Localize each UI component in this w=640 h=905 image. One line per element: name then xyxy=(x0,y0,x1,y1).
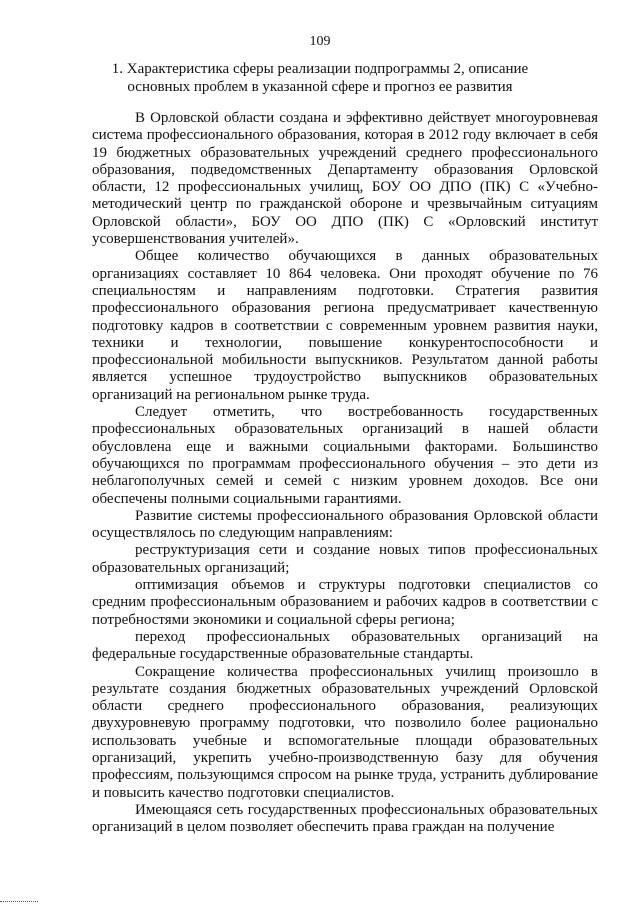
paragraph: Общее количество обучающихся в данных образовательных организациях составляет 10 864 человека. Они проходят обучение по 76 специальностям и направлениям подготовки. Стратегия развития профессионального образования региона предусматривает качественную подготовку кадров в соответствии с современным уровнем развития науки, техники и технологии, повышение конкурентоспособности и профессиональной мобильности выпускников. Результатом данной работы является успешное трудоустройство выпускников образовательных организаций на региональном рынке труда. xyxy=(92,248,598,403)
body-text xyxy=(92,110,598,836)
page-number: 109 xyxy=(309,34,331,49)
paragraph: Следует отметить, что востребованность государственных профессиональных образовательных организаций в нашей области обусловлена еще и важными социальными факторами. Большинство обучающихся по программам профессионального обучения – это дети из неблагополучных семей и семей с низким уровнем доходов. Все они обеспечены полными социальными гарантиями. xyxy=(92,404,598,507)
scan-edge-mark xyxy=(0,901,38,902)
paragraph: реструктуризация сети и создание новых типов профессиональных образовательных организаций; xyxy=(92,542,598,576)
section-title: 1. Характеристика сферы реализации подпрограммы 2, описание основных проблем в указанной сфере и прогноз ее развития xyxy=(111,61,529,95)
paragraph: Развитие системы профессионального образования Орловской области осуществлялось по следующим направлениям: xyxy=(92,507,598,542)
paragraph: переход профессиональных образовательных организаций на федеральные государственные образовательные стандарты. xyxy=(92,628,598,663)
paragraph: Сокращение количества профессиональных училищ произошло в результате создания бюджетных образовательных учреждений Орловской области среднего профессионального образования, реализующих двухуровневую программу подготовки, что позволило более рационально использовать учебные и вспомогательные площади образовательных организаций, укрепить учебно-производственную базу для обучения профессиям, пользующимся спросом на рынке труда, устранить дублирование и повысить качество подготовки специалистов. xyxy=(92,663,598,801)
paragraph: В Орловской области создана и эффективно действует многоуровневая система профессионального образования, которая в 2012 году включает в себя 19 бюджетных образовательных учреждений среднего профессионального образования, подведомственных Департаменту образования Орловской области, 12 профессиональных училищ, БОУ ОО ДПО (ПК) С «Учебно-методический центр по гражданской обороне и чрезвычайным ситуациям Орловской области», БОУ ОО ДПО (ПК) С «Орловский институт усовершенствования учителей». xyxy=(92,110,598,248)
paragraph: оптимизация объемов и структуры подготовки специалистов со средним профессиональным образованием и рабочих кадров в соответствии с потребностями экономики и социальной сферы региона; xyxy=(92,577,598,628)
paragraph: Имеющаяся сеть государственных профессиональных образовательных организаций в целом позволяет обеспечить права граждан на получение xyxy=(92,801,598,836)
